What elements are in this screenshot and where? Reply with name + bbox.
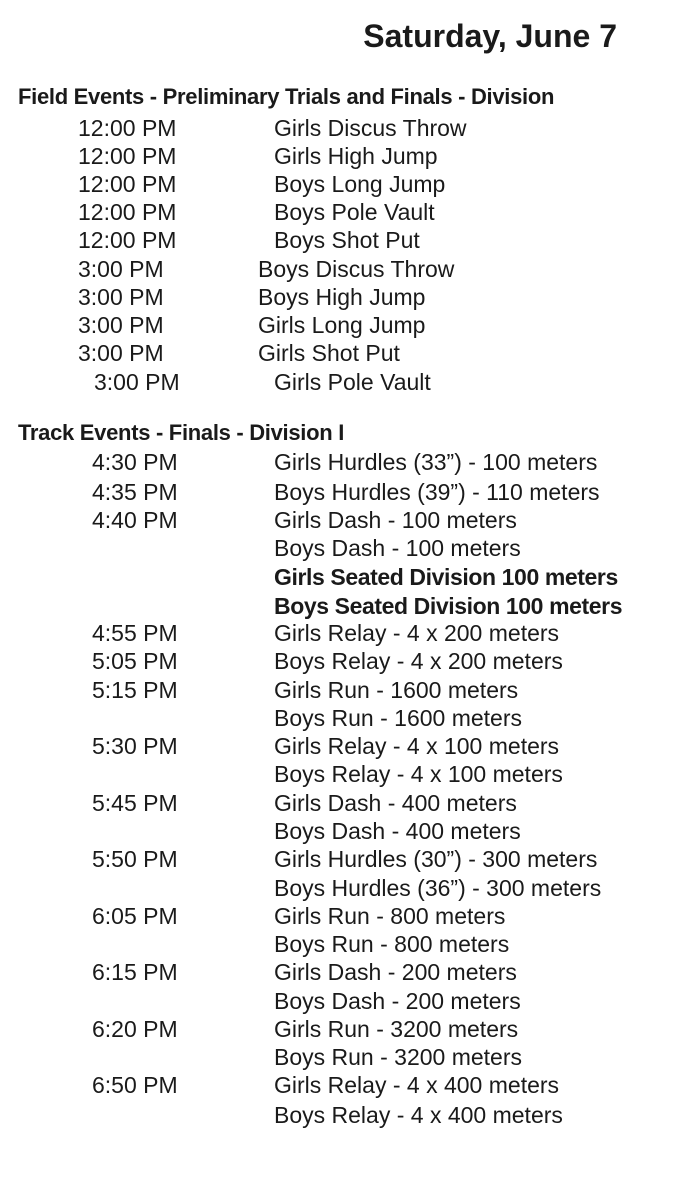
row-event-seated: Boys Seated Division 100 meters [274,593,623,619]
row-event: Girls Pole Vault [274,369,431,395]
row-time: 3:00 PM [78,312,164,338]
row-time: 4:35 PM [92,479,178,505]
row-event: Boys Relay - 4 x 400 meters [274,1102,563,1128]
row-time: 5:45 PM [92,790,178,816]
row-event: Boys Hurdles (39”) - 110 meters [274,479,600,505]
row-event: Boys Pole Vault [274,199,435,225]
row-time: 4:40 PM [92,507,178,533]
row-time: 4:55 PM [92,620,178,646]
section-heading-field-events: Field Events - Preliminary Trials and Finals - Division [18,84,555,109]
row-event: Girls Run - 1600 meters [274,677,519,703]
row-time: 3:00 PM [78,284,164,310]
page-title: Saturday, June 7 [363,18,617,54]
row-event: Boys Shot Put [274,227,420,253]
row-event: Boys Long Jump [274,171,446,197]
row-time: 6:20 PM [92,1016,178,1042]
row-event: Boys Run - 1600 meters [274,705,523,731]
row-time: 5:30 PM [92,733,178,759]
row-event: Boys High Jump [258,284,426,310]
section-heading-track-events: Track Events - Finals - Division I [18,420,345,445]
row-time: 6:15 PM [92,959,178,985]
row-event: Boys Dash - 200 meters [274,988,521,1014]
row-event: Girls Long Jump [258,312,426,338]
row-time: 3:00 PM [78,340,164,366]
row-event: Girls Dash - 400 meters [274,790,517,816]
row-time: 3:00 PM [94,369,180,395]
row-event: Boys Relay - 4 x 200 meters [274,648,563,674]
row-event: Boys Run - 800 meters [274,931,510,957]
row-time: 12:00 PM [78,171,177,197]
row-event: Boys Dash - 400 meters [274,818,521,844]
row-event: Girls Discus Throw [274,115,467,141]
row-time: 5:15 PM [92,677,178,703]
row-event: Boys Relay - 4 x 100 meters [274,761,563,787]
row-time: 12:00 PM [78,199,177,225]
row-time: 6:05 PM [92,903,178,929]
row-time: 12:00 PM [78,115,177,141]
row-event: Girls Dash - 200 meters [274,959,517,985]
row-time: 6:50 PM [92,1072,178,1098]
row-event: Boys Discus Throw [258,256,455,282]
row-event: Girls Relay - 4 x 400 meters [274,1072,560,1098]
row-time: 12:00 PM [78,143,177,169]
row-event: Girls Relay - 4 x 200 meters [274,620,560,646]
row-event: Girls Relay - 4 x 100 meters [274,733,560,759]
row-time: 3:00 PM [78,256,164,282]
row-event: Girls Hurdles (30”) - 300 meters [274,846,598,872]
row-event: Girls High Jump [274,143,438,169]
row-event: Boys Run - 3200 meters [274,1044,523,1070]
row-event-seated: Girls Seated Division 100 meters [274,564,618,590]
row-event: Girls Run - 800 meters [274,903,506,929]
row-time: 4:30 PM [92,449,178,475]
row-event: Girls Shot Put [258,340,400,366]
row-event: Girls Dash - 100 meters [274,507,517,533]
row-event: Girls Run - 3200 meters [274,1016,519,1042]
row-time: 12:00 PM [78,227,177,253]
row-event: Boys Hurdles (36”) - 300 meters [274,875,602,901]
row-time: 5:05 PM [92,648,178,674]
row-time: 5:50 PM [92,846,178,872]
row-event: Boys Dash - 100 meters [274,535,521,561]
row-event: Girls Hurdles (33”) - 100 meters [274,449,598,475]
